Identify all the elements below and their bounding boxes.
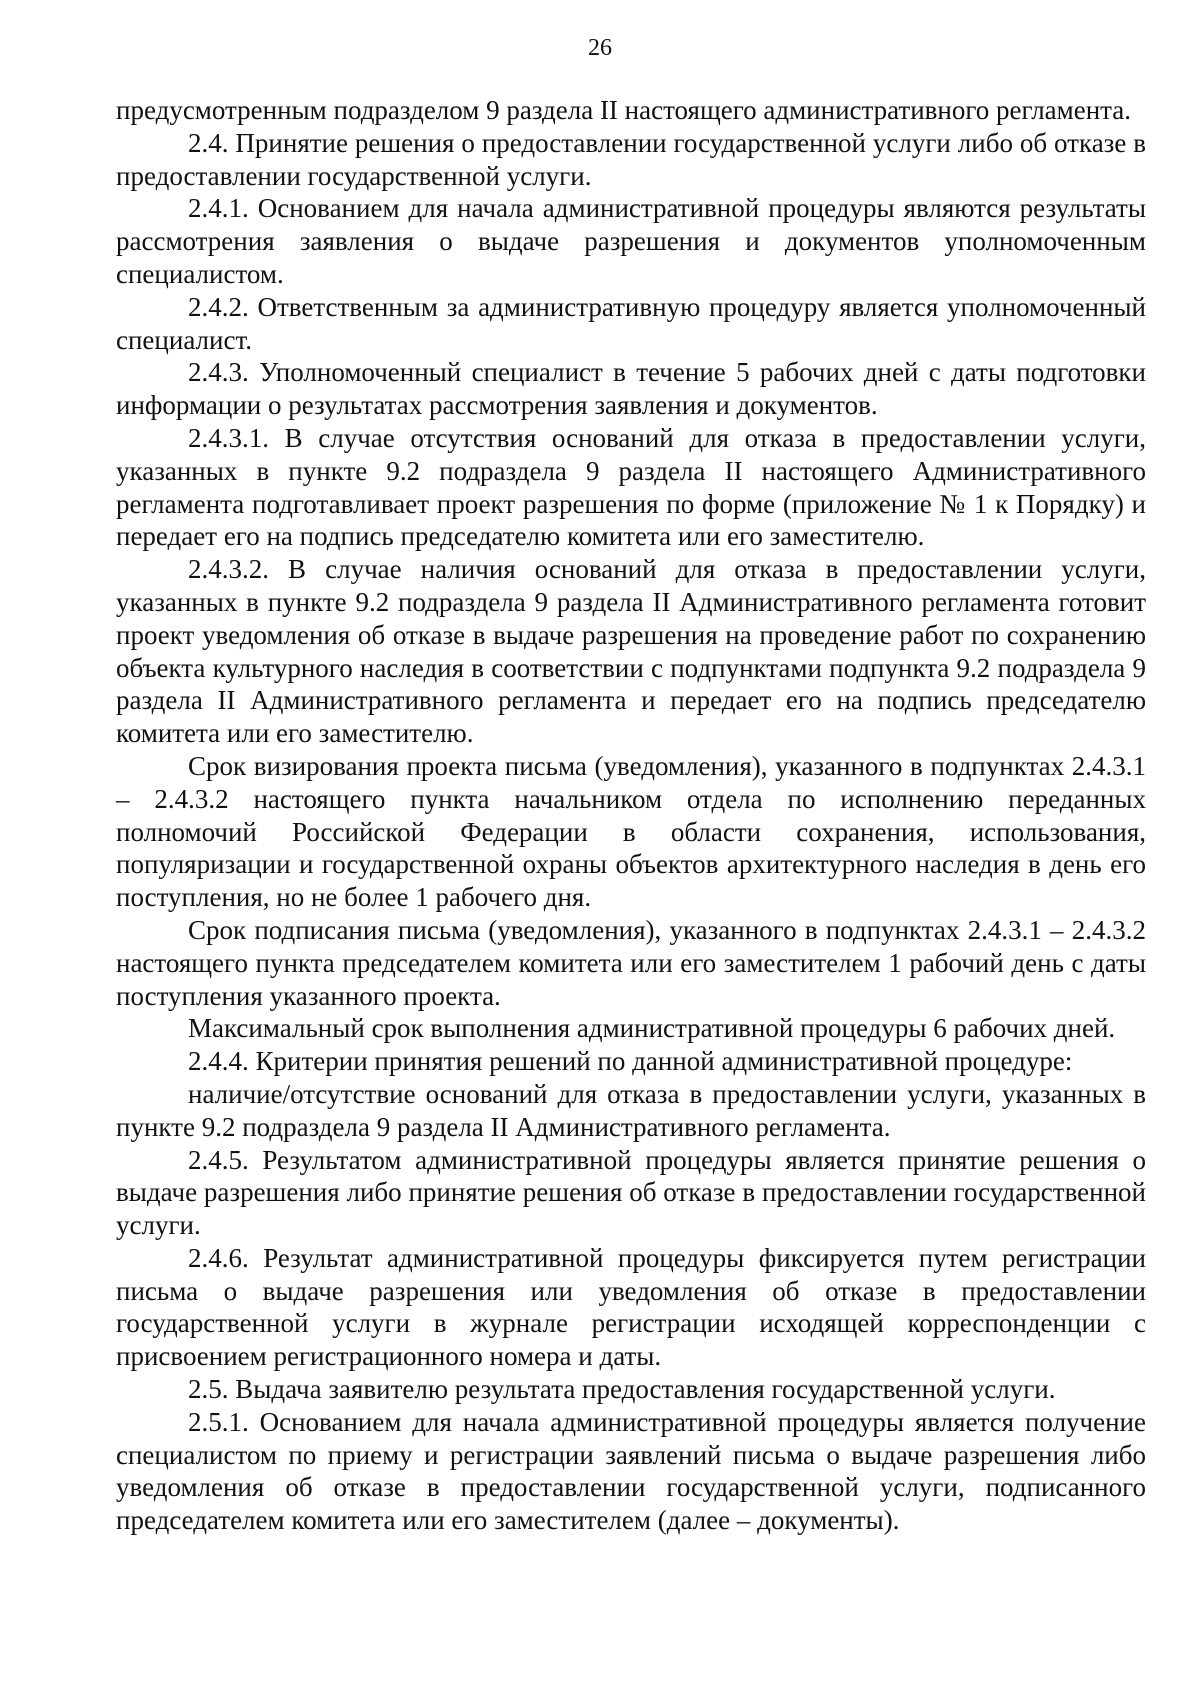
paragraph-2-4-3: 2.4.3. Уполномоченный специалист в течение 5 рабочих дней с даты подготовки информации о результатах рассмотрения заявления и документов. [116, 357, 1146, 421]
paragraph-max-srok: Максимальный срок выполнения административной процедуры 6 рабочих дней. [188, 1013, 1116, 1044]
page-number: 26 [588, 35, 612, 61]
paragraph-2-4-1: 2.4.1. Основанием для начала административной процедуры являются результаты рассмотрения заявления о выдаче разрешения и документов уполномоченным специалистом. [116, 193, 1146, 289]
paragraph-2-4-3-1: 2.4.3.1. В случае отсутствия оснований для отказа в предоставлении услуги, указанных в пункте 9.2 подраздела 9 раздела II настоящего Административного регламента подготавливает проект разрешения по форме (приложение № 1 к Порядку) и передает его на подпись председателю комитета или его заместителю. [116, 422, 1146, 552]
paragraph-2-4: 2.4. Принятие решения о предоставлении государственной услуги либо об отказе в предоставлении государственной услуги. [116, 127, 1146, 191]
paragraph-2-4-2: 2.4.2. Ответственным за административную процедуру является уполномоченный специалист. [116, 291, 1146, 355]
paragraph-2-4-6: 2.4.6. Результат административной процедуры фиксируется путем регистрации письма о выдаче разрешения или уведомления об отказе в предоставлении государственной услуги в журнале регистрации исходящей корреспонденции с присвоением регистрационного номера и даты. [116, 1242, 1146, 1372]
document-body [116, 94, 1146, 1537]
paragraph-continuation: предусмотренным подразделом 9 раздела II настоящего административного регламента. [116, 95, 1132, 125]
paragraph-2-4-5: 2.4.5. Результатом административной процедуры является принятие решения о выдаче разрешения либо принятие решения об отказе в предоставлении государственной услуги. [116, 1144, 1146, 1241]
paragraph-2-4-3-2: 2.4.3.2. В случае наличия оснований для отказа в предоставлении услуги, указанных в пункте 9.2 подраздела 9 раздела II Административного регламента готовит проект уведомления об отказе в выдаче разрешения на проведение работ по сохранению объекта культурного наследия в соответствии с подпунктами подпункта 9.2 подраздела 9 раздела II Административного регламента и передает его на подпись председателю комитета или его заместителю. [116, 554, 1146, 749]
paragraph-criteria: наличие/отсутствие оснований для отказа в предоставлении услуги, указанных в пункте 9.2 подраздела 9 раздела II Административного регламента. [116, 1078, 1146, 1142]
paragraph-2-5-1: 2.5.1. Основанием для начала административной процедуры является получение специалистом по приему и регистрации заявлений письма о выдаче разрешения либо уведомления об отказе в предоставлении государственной услуги, подписанного председателем комитета или его заместителем (далее – документы). [116, 1406, 1146, 1536]
paragraph-vizirovanie: Срок визирования проекта письма (уведомления), указанного в подпунктах 2.4.3.1 – 2.4.3.2 настоящего пункта начальником отдела по исполнению переданных полномочий Российской Федерации в области сохранения, использования, популяризации и государственной охраны объектов архитектурного наследия в день его поступления, но не более 1 рабочего дня. [116, 750, 1146, 913]
paragraph-podpisanie: Срок подписания письма (уведомления), указанного в подпунктах 2.4.3.1 – 2.4.3.2 настоящего пункта председателем комитета или его заместителем 1 рабочий день с даты поступления указанного проекта. [116, 914, 1146, 1011]
paragraph-2-5: 2.5. Выдача заявителю результата предоставления государственной услуги. [188, 1374, 1056, 1405]
paragraph-2-4-4: 2.4.4. Критерии принятия решений по данной административной процедуре: [188, 1046, 1073, 1077]
